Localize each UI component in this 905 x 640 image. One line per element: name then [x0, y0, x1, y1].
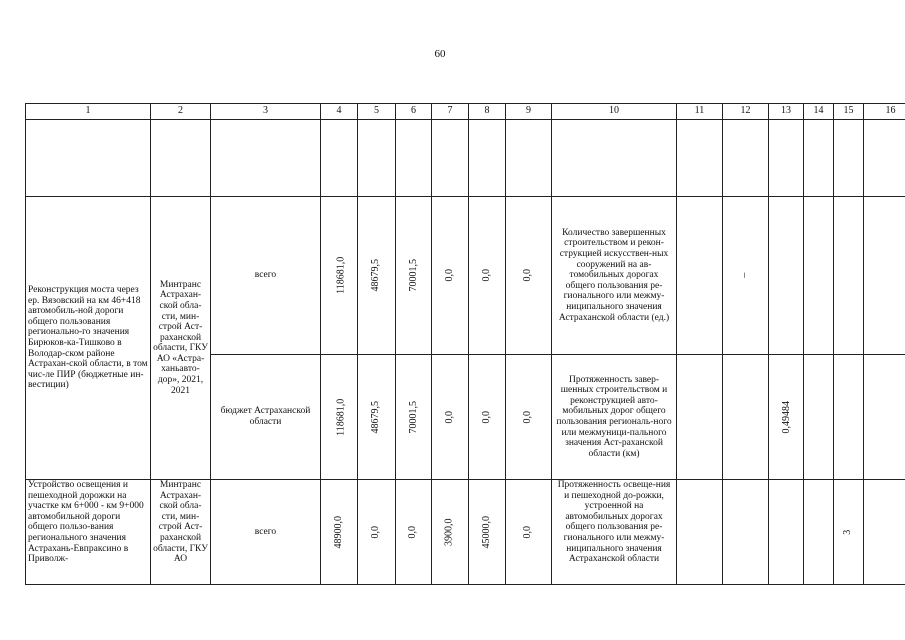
col-header: 15: [834, 104, 864, 120]
value-cell: [396, 197, 432, 355]
header-row: [26, 104, 905, 120]
value-text: 45000,0: [480, 515, 492, 549]
value-text: 0,0: [522, 269, 534, 282]
col-header: 13: [769, 104, 804, 120]
customer-cell: Минтранс Астрахан-ской обла-сти, мин-строй Аст-раханской области, ГКУ АО: [151, 480, 211, 585]
empty-cell: [151, 120, 211, 197]
col-header: 14: [804, 104, 834, 120]
page-number: 60: [434, 48, 446, 60]
empty-cell: [469, 120, 506, 197]
empty-cell: [677, 480, 723, 585]
value-cell: [358, 480, 396, 585]
col-header: 1: [26, 104, 151, 120]
value-text: 118681,0: [335, 256, 347, 295]
empty-cell: [211, 120, 321, 197]
program-table: [25, 103, 905, 585]
value-text: 0,0: [443, 410, 455, 424]
value-text: 70001,5: [407, 259, 419, 292]
value-text: 48679,5: [370, 400, 382, 434]
empty-cell: [358, 120, 396, 197]
col-header: 5: [358, 104, 396, 120]
value-text: 0,0: [443, 269, 455, 282]
empty-cell: [552, 120, 677, 197]
table-row: [26, 480, 905, 585]
indicator-cell: Протяженность завер-шенных строительством и реконструкцией авто-мобильных дорог общего пользования региональ-ного или межмуници-пального значения Аст-раханской области (км): [552, 355, 677, 480]
col-header: 12: [723, 104, 769, 120]
empty-cell: [432, 120, 469, 197]
empty-cell: [804, 120, 834, 197]
empty-cell: [804, 197, 834, 355]
empty-cell: [723, 355, 769, 480]
value-cell: [506, 197, 552, 355]
value-text: 0,49484: [780, 400, 792, 434]
empty-cell: [834, 120, 864, 197]
empty-cell: [769, 480, 804, 585]
empty-cell: [26, 120, 151, 197]
value-cell: [321, 197, 358, 355]
value-cell: [358, 197, 396, 355]
empty-cell: [677, 197, 723, 355]
funding-source-cell: всего: [211, 197, 321, 355]
value-text: 48900,0: [332, 515, 344, 549]
col-header: 6: [396, 104, 432, 120]
empty-cell: [769, 120, 804, 197]
object-name-cell: Реконструкция моста через ер. Вязовский на км 46+418 автомобиль-ной дороги общего пользования регионально-го значения Бирюков-ка-Тишково в Володар-ском районе Астрахан-ской области, в том чис-ле ПИР (бюджетные ин-вестиции): [26, 197, 151, 480]
table-row: [26, 197, 905, 355]
col-header: 11: [677, 104, 723, 120]
value-cell: [469, 197, 506, 355]
empty-cell: [396, 120, 432, 197]
object-name-cell: Устройство освещения и пешеходной дорожки на участке км 6+000 - км 9+000 автомобильной дороги общего пользо-вания регионального значения Астрахань-Евпраксино в Приволж-: [26, 480, 151, 585]
col-header: 7: [432, 104, 469, 120]
empty-cell: [864, 355, 905, 480]
value-text: 3: [842, 529, 854, 535]
value-text: 118681,0: [335, 398, 347, 436]
value-cell: [321, 355, 358, 480]
col-header: 2: [151, 104, 211, 120]
col-header: 10: [552, 104, 677, 120]
value-cell: [469, 480, 506, 585]
empty-cell: [864, 480, 905, 585]
empty-cell: [677, 355, 723, 480]
col-header: 8: [469, 104, 506, 120]
empty-cell: [677, 120, 723, 197]
funding-source-cell: бюджет Астраханской области: [211, 355, 321, 480]
col-header: 4: [321, 104, 358, 120]
value-cell: [432, 355, 469, 480]
indicator-cell: Количество завершенных строительством и рекон-струкцией искусствен-ных сооружений на ав-томобильных дорогах общего пользования ре-гионального или межму-ниципального значения Астраханской области (ед.): [552, 197, 677, 355]
col-header: 3: [211, 104, 321, 120]
empty-cell: [864, 197, 905, 355]
value-cell: [321, 480, 358, 585]
value-text: –: [739, 273, 751, 278]
empty-cell: [834, 197, 864, 355]
value-text: 0,0: [480, 269, 492, 282]
empty-cell: [321, 120, 358, 197]
value-cell: [396, 480, 432, 585]
empty-cell: [723, 480, 769, 585]
value-text: 70001,5: [407, 400, 419, 434]
col-header: 9: [506, 104, 552, 120]
indicator-cell: Протяженность освеще-ния и пешеходной до-рожки, устроенной на автомобильных дорогах общего пользования ре-гионального или межму-ниципального значения Астраханской области: [552, 480, 677, 585]
value-cell: [506, 480, 552, 585]
empty-cell: [506, 120, 552, 197]
value-cell: [432, 197, 469, 355]
customer-cell: Минтранс Астрахан-ской обла-сти, мин-строй Аст-раханской области, ГКУ АО «Астра-ханьавто-дор», 2021, 2021: [151, 197, 211, 480]
value-text: 48679,5: [370, 259, 382, 292]
value-text: 0,0: [522, 410, 534, 424]
col-header: 16: [864, 104, 905, 120]
value-text: 0,0: [370, 525, 382, 539]
blank-row: [26, 120, 905, 197]
empty-cell: [769, 197, 804, 355]
value-cell: [723, 197, 769, 355]
value-text: 0,0: [407, 525, 419, 539]
value-text: 3900,0: [443, 518, 455, 546]
value-cell: [432, 480, 469, 585]
value-cell: [396, 355, 432, 480]
value-text: 0,0: [522, 525, 534, 539]
value-cell: [358, 355, 396, 480]
empty-cell: [804, 480, 834, 585]
empty-cell: [864, 120, 905, 197]
value-text: 0,0: [480, 410, 492, 424]
value-cell: [769, 355, 804, 480]
empty-cell: [804, 355, 834, 480]
empty-cell: [723, 120, 769, 197]
value-cell: [469, 355, 506, 480]
funding-source-cell: всего: [211, 480, 321, 585]
value-cell: [834, 480, 864, 585]
value-cell: [506, 355, 552, 480]
empty-cell: [834, 355, 864, 480]
